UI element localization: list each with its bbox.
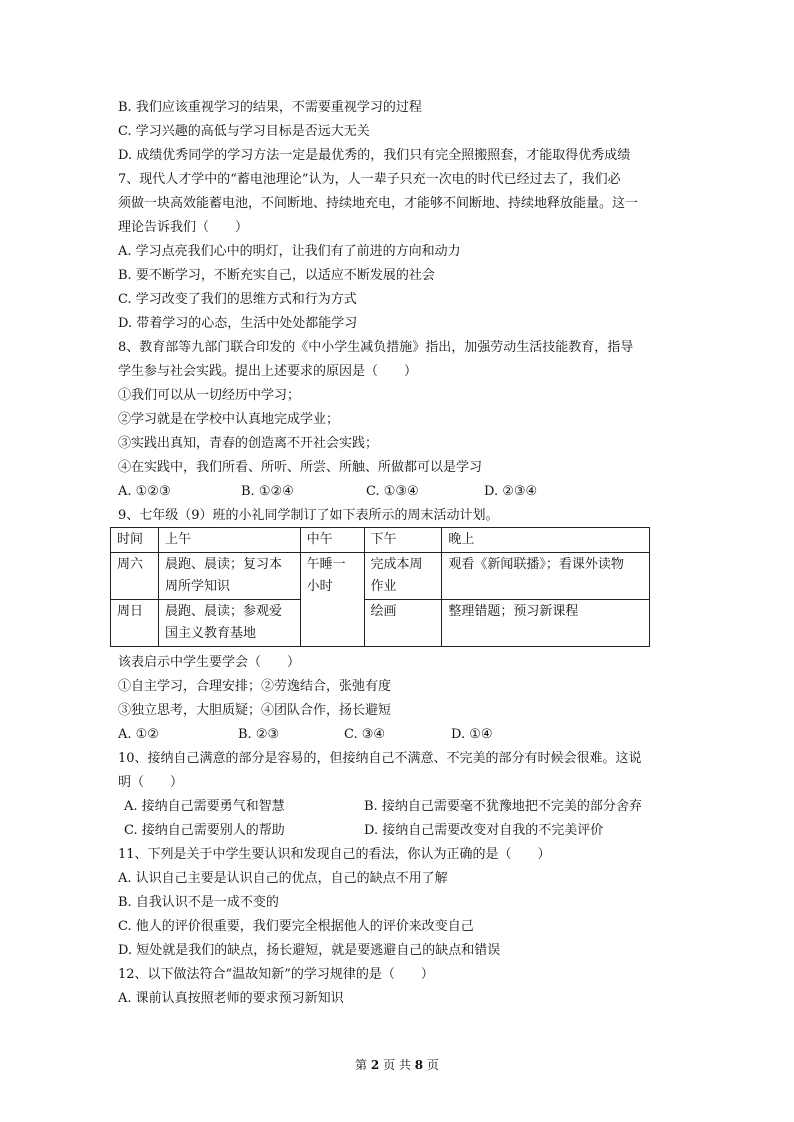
cell-saturday: 周六 xyxy=(111,553,159,600)
q9-options xyxy=(118,726,678,744)
footer-page-number: 2 xyxy=(370,1058,380,1072)
cell-saturday-morning: 晨跑、晨读；复习本周所学知识 xyxy=(158,553,300,600)
header-evening: 晚上 xyxy=(442,528,650,553)
q8-option-b: B. ①②④ xyxy=(241,484,294,499)
q12-option-a: A. 课前认真按照老师的要求预习新知识 xyxy=(118,991,344,1006)
q6-option-d: D. 成绩优秀同学的学习方法一定是最优秀的，我们只有完全照搬照套，才能取得优秀成绩 xyxy=(118,148,631,163)
q7-option-b: B. 要不断学习，不断充实自己，以适应不断发展的社会 xyxy=(118,268,435,283)
q9-option-b: B. ②③ xyxy=(238,727,280,742)
q8-option-a: A. ①②③ xyxy=(118,484,171,499)
q8-statement-3: ③实践出真知，青春的创造离不开社会实践； xyxy=(118,436,379,451)
q10-stem-line-1: 10、接纳自己满意的部分是容易的，但接纳自己不满意、不完美的部分有时候会很难。这说 xyxy=(118,751,642,766)
q9-statement-34: ③独立思考，大胆质疑；④团队合作，扬长避短 xyxy=(118,703,392,718)
table-header-row xyxy=(111,528,650,553)
q9-statement-12: ①自主学习，合理安排；②劳逸结合，张弛有度 xyxy=(118,679,392,694)
q8-option-c: C. ①③④ xyxy=(366,484,419,499)
q8-stem-line-2: 学生参与社会实践。提出上述要求的原因是（ ） xyxy=(118,364,418,379)
q9-option-c: C. ③④ xyxy=(344,727,386,742)
q10-stem-line-2: 明（ ） xyxy=(118,775,184,790)
footer-total-pages: 8 xyxy=(414,1058,424,1072)
q8-statement-2: ②学习就是在学校中认真地完成学业； xyxy=(118,412,340,427)
cell-noon-nap: 午睡一小时 xyxy=(300,553,364,647)
q8-stem-line-1: 8、教育部等九部门联合印发的《中小学生减负措施》指出，加强劳动生活技能教育，指导 xyxy=(118,340,634,355)
cell-sunday-evening: 整理错题；预习新课程 xyxy=(442,600,650,647)
table-row-saturday xyxy=(111,553,650,600)
q7-option-d: D. 带着学习的心态，生活中处处都能学习 xyxy=(118,316,358,331)
q10-options-row-2 xyxy=(118,822,678,840)
q12-stem: 12、以下做法符合“温故知新”的学习规律的是（ ） xyxy=(118,967,434,982)
q10-option-d: D. 接纳自己需要改变对自我的不完美评价 xyxy=(364,823,604,838)
header-time: 时间 xyxy=(111,528,159,553)
q8-options xyxy=(118,483,678,501)
q6-option-c: C. 学习兴趣的高低与学习目标是否远大无关 xyxy=(118,124,370,139)
footer-suffix: 页 xyxy=(426,1058,439,1072)
q7-stem-line-1: 7、现代人才学中的“蓄电池理论”认为，人一辈子只充一次电的时代已经过去了，我们必 xyxy=(118,172,621,187)
q11-option-c: C. 他人的评价很重要，我们要完全根据他人的评价来改变自己 xyxy=(118,919,474,934)
header-morning: 上午 xyxy=(158,528,300,553)
header-noon: 中午 xyxy=(300,528,364,553)
weekend-plan-table xyxy=(110,527,650,647)
q11-stem: 11、下列是关于中学生要认识和发现自己的看法，你认为正确的是（ ） xyxy=(118,847,551,862)
q7-option-c: C. 学习改变了我们的思维方式和行为方式 xyxy=(118,292,357,307)
q11-option-d: D. 短处就是我们的缺点，扬长避短，就是要逃避自己的缺点和错误 xyxy=(118,943,501,958)
cell-sunday-morning: 晨跑、晨读；参观爱国主义教育基地 xyxy=(158,600,300,647)
footer-prefix: 第 xyxy=(355,1058,368,1072)
cell-saturday-afternoon: 完成本周作业 xyxy=(364,553,442,600)
q8-statement-4: ④在实践中，我们所看、所听、所尝、所触、所做都可以是学习 xyxy=(118,460,483,475)
footer-middle: 页 共 xyxy=(383,1058,411,1072)
table-row-sunday xyxy=(111,600,650,647)
cell-sunday: 周日 xyxy=(111,600,159,647)
q11-option-b: B. 自我认识不是一成不变的 xyxy=(118,895,279,910)
q9-question: 该表启示中学生要学会（ ） xyxy=(118,655,301,670)
q10-options-row-1 xyxy=(118,798,678,816)
header-afternoon: 下午 xyxy=(364,528,442,553)
q7-stem-line-3: 理论告诉我们（ ） xyxy=(118,220,249,235)
q10-option-b: B. 接纳自己需要毫不犹豫地把不完美的部分舍弃 xyxy=(364,799,642,814)
q8-option-d: D. ②③④ xyxy=(484,484,538,499)
q7-option-a: A. 学习点亮我们心中的明灯，让我们有了前进的方向和动力 xyxy=(118,244,461,259)
cell-sunday-afternoon: 绘画 xyxy=(364,600,442,647)
q11-option-a: A. 认识自己主要是认识自己的优点，自己的缺点不用了解 xyxy=(118,871,448,886)
page-footer xyxy=(0,1056,794,1073)
q9-option-a: A. ①② xyxy=(118,727,159,742)
q9-stem: 9、七年级（9）班的小礼同学制订了如下表所示的周末活动计划。 xyxy=(118,508,499,523)
q7-stem-line-2: 须做一块高效能蓄电池，不间断地、持续地充电，才能够不间断地、持续地释放能量。这一 xyxy=(118,196,639,211)
cell-saturday-evening: 观看《新闻联播》；看课外读物 xyxy=(442,553,650,600)
q10-option-c: C. 接纳自己需要别人的帮助 xyxy=(124,823,285,838)
q6-option-b: B. 我们应该重视学习的结果，不需要重视学习的过程 xyxy=(118,100,422,115)
q10-option-a: A. 接纳自己需要勇气和智慧 xyxy=(124,799,285,814)
q8-statement-1: ①我们可以从一切经历中学习； xyxy=(118,388,301,403)
q9-option-d: D. ①④ xyxy=(451,727,493,742)
